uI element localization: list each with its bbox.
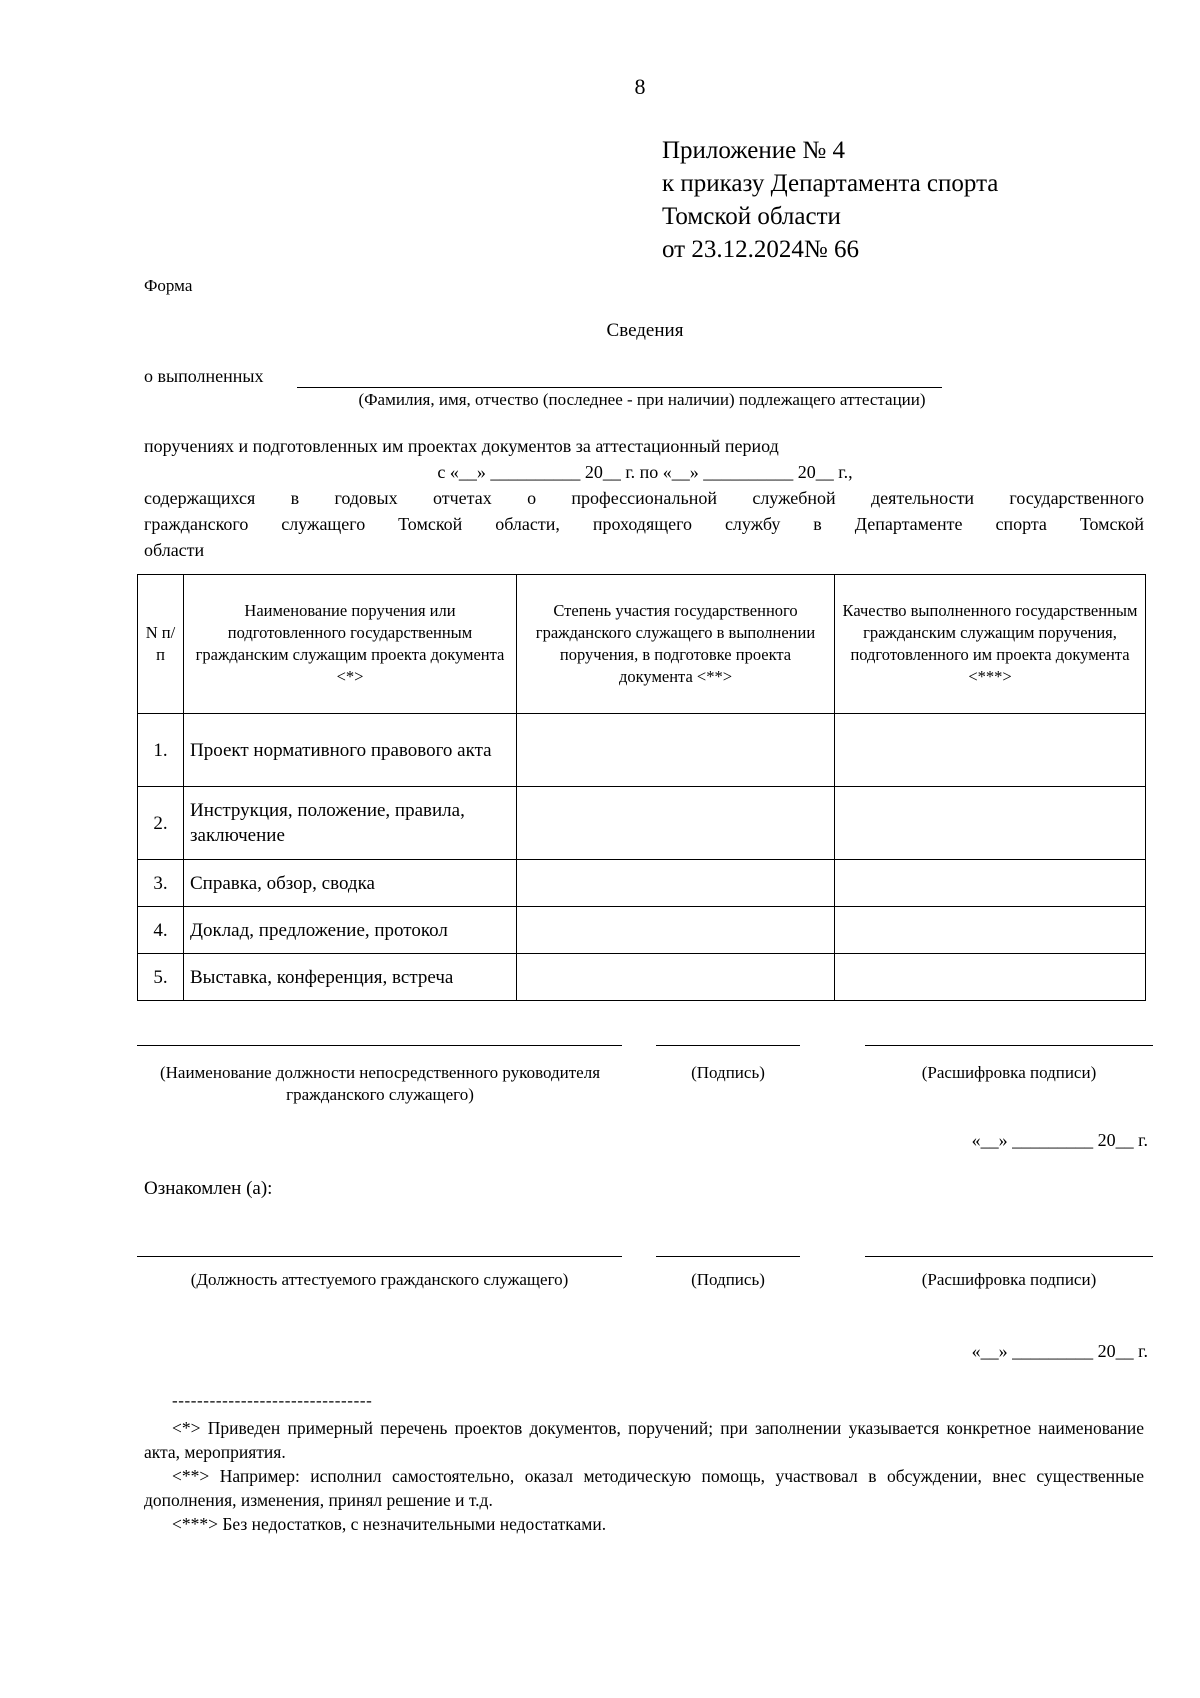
employee-signature-caption: (Подпись) bbox=[691, 1270, 765, 1289]
footnote-1: <*> Приведен примерный перечень проектов документов, поручений; при заполнении указывается конкретное наименование акта, мероприятия. bbox=[144, 1418, 1144, 1462]
name-fill-line[interactable] bbox=[297, 387, 942, 388]
row-name: Доклад, предложение, протокол bbox=[184, 907, 517, 954]
row-participation-cell[interactable] bbox=[517, 954, 835, 1001]
row-name: Проект нормативного правового акта bbox=[184, 714, 517, 787]
row-quality-cell[interactable] bbox=[835, 907, 1146, 954]
assignments-table bbox=[137, 574, 1146, 1001]
footnotes bbox=[144, 1416, 1144, 1536]
row-num: 4. bbox=[138, 907, 184, 954]
acknowledged-label: Ознакомлен (а): bbox=[144, 1178, 273, 1199]
row-num: 1. bbox=[138, 714, 184, 787]
row-name: Инструкция, положение, правила, заключение bbox=[184, 787, 517, 860]
table-row bbox=[138, 954, 1146, 1001]
table-row bbox=[138, 714, 1146, 787]
employee-date: «__» _________ 20__ г. bbox=[971, 1341, 1148, 1361]
appendix-line-3: Томской области bbox=[662, 203, 841, 230]
employee-position-caption: (Должность аттестуемого гражданского служащего) bbox=[190, 1270, 569, 1289]
row-quality-cell[interactable] bbox=[835, 954, 1146, 1001]
header-name: Наименование поручения или подготовленного государственным гражданским служащим проекта документа <*> bbox=[184, 575, 517, 714]
intro-line-4: содержащихся в годовых отчетах о профессиональной служебной деятельности государственного bbox=[144, 488, 1144, 508]
row-num: 2. bbox=[138, 787, 184, 860]
header-participation: Степень участия государственного гражданского служащего в выполнении поручения, в подготовке проекта документа <**> bbox=[517, 575, 835, 714]
appendix-header bbox=[662, 134, 998, 266]
appendix-line-1: Приложение № 4 bbox=[662, 137, 846, 164]
row-quality-cell[interactable] bbox=[835, 787, 1146, 860]
table-row bbox=[138, 907, 1146, 954]
row-participation-cell[interactable] bbox=[517, 860, 835, 907]
appendix-line-2: к приказу Департамента спорта bbox=[662, 170, 999, 197]
row-quality-cell[interactable] bbox=[835, 860, 1146, 907]
supervisor-position-line[interactable] bbox=[137, 1045, 622, 1046]
header-quality: Качество выполненного государственным гражданским служащим поручения, подготовленного им проекта документа <***> bbox=[835, 575, 1146, 714]
name-caption: (Фамилия, имя, отчество (последнее - при наличии) подлежащего аттестации) bbox=[358, 390, 926, 409]
page-number: 8 bbox=[634, 74, 646, 99]
row-participation-cell[interactable] bbox=[517, 714, 835, 787]
supervisor-position-caption: (Наименование должности непосредственного руководителя гражданского служащего) bbox=[159, 1063, 601, 1104]
form-label: Форма bbox=[144, 276, 193, 295]
footnote-separator: -------------------------------- bbox=[172, 1391, 373, 1410]
table-header-row bbox=[138, 575, 1146, 714]
row-quality-cell[interactable] bbox=[835, 714, 1146, 787]
supervisor-date: «__» _________ 20__ г. bbox=[971, 1130, 1148, 1150]
employee-position-line[interactable] bbox=[137, 1256, 622, 1257]
row-name: Справка, обзор, сводка bbox=[184, 860, 517, 907]
supervisor-signature-caption: (Подпись) bbox=[691, 1063, 765, 1082]
supervisor-decoding-caption: (Расшифровка подписи) bbox=[921, 1063, 1097, 1082]
footnote-2: <**> Например: исполнил самостоятельно, оказал методическую помощь, участвовал в обсуждении, внес существенные дополнения, изменения, принял решение и т.д. bbox=[144, 1466, 1144, 1510]
employee-signature-line[interactable] bbox=[656, 1256, 800, 1257]
row-participation-cell[interactable] bbox=[517, 907, 835, 954]
header-num: N п/п bbox=[138, 575, 184, 714]
intro-line-5: гражданского служащего Томской области, проходящего службу в Департаменте спорта Томской bbox=[144, 514, 1144, 534]
employee-decoding-line[interactable] bbox=[865, 1256, 1153, 1257]
intro-prefix: о выполненных bbox=[144, 366, 264, 386]
row-num: 5. bbox=[138, 954, 184, 1001]
row-num: 3. bbox=[138, 860, 184, 907]
appendix-line-4: от 23.12.2024№ 66 bbox=[662, 236, 859, 263]
table-row bbox=[138, 787, 1146, 860]
document-title: Сведения bbox=[606, 320, 684, 341]
supervisor-decoding-line[interactable] bbox=[865, 1045, 1153, 1046]
row-name: Выставка, конференция, встреча bbox=[184, 954, 517, 1001]
employee-decoding-caption: (Расшифровка подписи) bbox=[921, 1270, 1097, 1289]
intro-line-2: поручениях и подготовленных им проектах документов за аттестационный период bbox=[144, 436, 779, 456]
intro-line-6: области bbox=[144, 540, 205, 560]
period-line: с «__» __________ 20__ г. по «__» __________ 20__ г., bbox=[437, 462, 853, 482]
row-participation-cell[interactable] bbox=[517, 787, 835, 860]
footnote-3: <***> Без недостатков, с незначительными недостатками. bbox=[172, 1514, 607, 1534]
supervisor-signature-line[interactable] bbox=[656, 1045, 800, 1046]
table-row bbox=[138, 860, 1146, 907]
